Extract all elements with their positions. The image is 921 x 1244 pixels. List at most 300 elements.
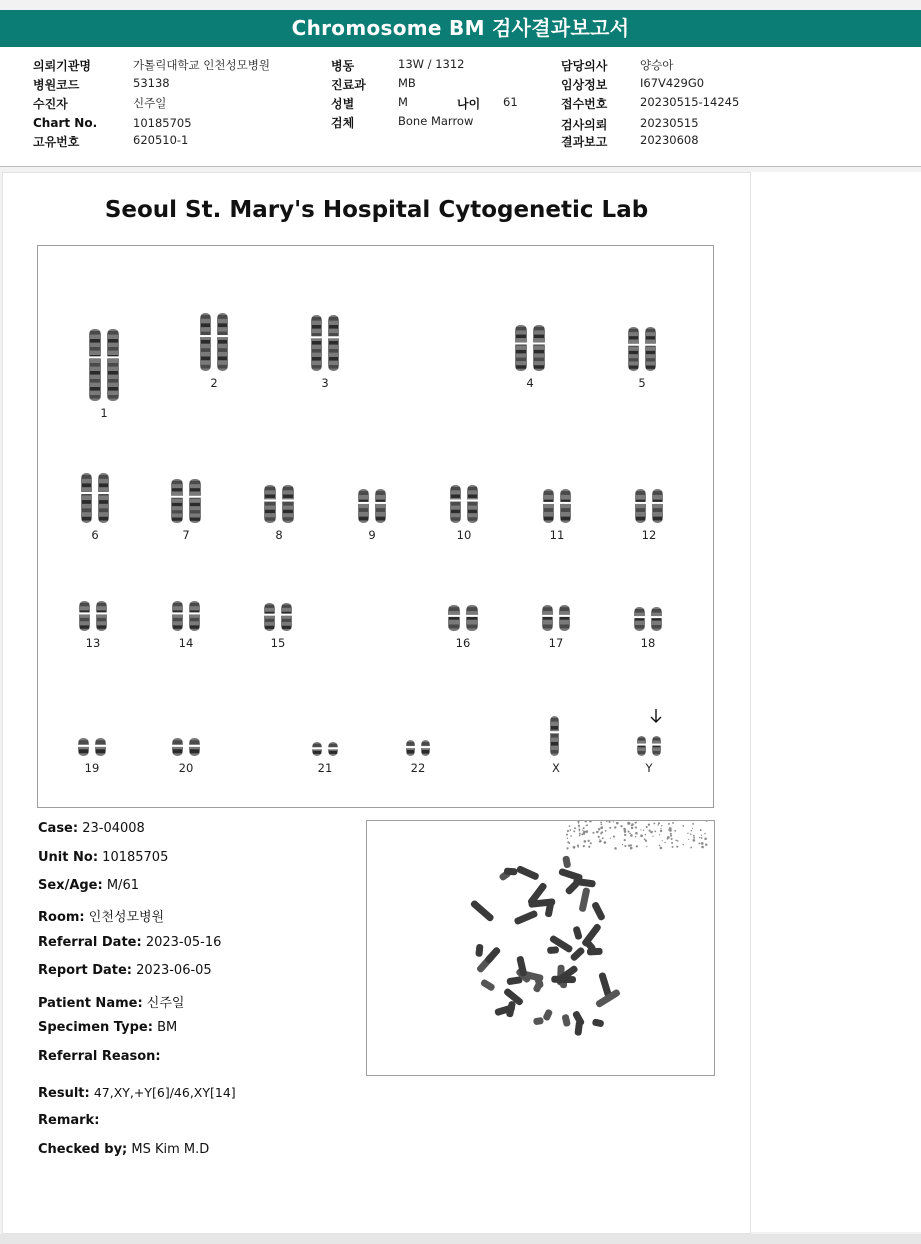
case-value: 23-04008	[82, 821, 145, 836]
background-speckle	[583, 831, 586, 834]
case-line-patient	[38, 992, 184, 1011]
chromosome-pair-4	[513, 323, 547, 373]
chromosome	[651, 736, 662, 756]
checked-value: MS Kim M.D	[131, 1142, 210, 1157]
chromosome-label-10: 10	[456, 528, 472, 542]
chromosome	[542, 489, 555, 523]
background-speckle	[660, 830, 662, 832]
background-speckle	[598, 829, 600, 831]
background-speckle	[658, 822, 660, 824]
background-speckle	[627, 822, 630, 825]
chromosome	[636, 736, 647, 756]
background-speckle	[671, 838, 673, 840]
background-speckle	[590, 842, 592, 844]
background-speckle	[589, 821, 592, 822]
background-speckle	[636, 845, 638, 847]
info-value: MB	[398, 76, 416, 90]
case-line-remark	[38, 1113, 99, 1128]
info-label: 수진자	[33, 97, 68, 111]
background-speckle	[601, 831, 603, 833]
background-speckle	[649, 830, 651, 832]
background-speckle	[578, 822, 579, 823]
info-value: 20230515	[640, 116, 699, 130]
specimen-label: Specimen Type:	[38, 1020, 153, 1035]
chromosome	[95, 601, 108, 631]
background-speckle	[675, 840, 677, 842]
chromosome-label-11: 11	[549, 528, 565, 542]
background-speckle	[682, 825, 684, 827]
chromosome	[327, 315, 340, 371]
background-speckle	[653, 822, 655, 824]
background-speckle	[631, 824, 633, 826]
background-speckle	[600, 822, 602, 824]
background-speckle	[668, 829, 669, 830]
chromosome	[633, 607, 646, 631]
info-label: 성별	[331, 97, 355, 111]
background-speckle	[640, 834, 643, 837]
metaphase-chromosome	[516, 865, 540, 881]
info-row-specimen	[331, 114, 551, 132]
chromosome-label-7: 7	[182, 528, 190, 542]
info-label: Chart No.	[33, 116, 98, 130]
chromosome	[199, 313, 212, 371]
metaphase-chromosome	[504, 868, 518, 876]
background-speckle	[701, 837, 703, 839]
chromosome-pair-x	[548, 714, 565, 758]
background-speckle	[677, 840, 679, 842]
sexage-label: Sex/Age:	[38, 878, 103, 893]
background-speckle	[628, 831, 630, 833]
background-speckle	[701, 842, 704, 845]
chromosome	[171, 601, 184, 631]
background-speckle	[569, 825, 571, 827]
background-speckle	[579, 834, 580, 835]
background-speckle	[614, 826, 616, 828]
background-speckle	[605, 830, 607, 832]
background-speckle	[586, 824, 588, 826]
patient-value: 신주일	[146, 996, 185, 1011]
background-speckle	[578, 829, 580, 831]
chromosome	[644, 327, 657, 371]
metaphase-chromosome	[513, 910, 538, 926]
metaphase-chromosomes	[367, 821, 714, 1075]
referral-date-value: 2023-05-16	[145, 935, 222, 950]
metaphase-chromosome	[542, 1008, 553, 1021]
background-speckle	[602, 837, 604, 839]
background-speckle	[609, 827, 611, 829]
chromosome	[97, 473, 110, 523]
background-speckle	[646, 826, 648, 828]
background-speckle	[635, 826, 637, 828]
chromosome-label-5: 5	[638, 376, 646, 390]
metaphase-chromosome	[592, 1018, 605, 1027]
chromosome-label-19: 19	[84, 761, 100, 775]
info-label: 병동	[331, 59, 355, 73]
metaphase-chromosome	[558, 868, 583, 882]
background-speckle	[573, 846, 576, 849]
info-label: 접수번호	[561, 97, 608, 111]
reason-label: Referral Reason:	[38, 1049, 161, 1064]
chromosome-label-1: 1	[100, 406, 108, 420]
background-speckle	[631, 827, 633, 829]
background-speckle	[683, 844, 684, 845]
chromosome	[171, 738, 184, 756]
info-value: Bone Marrow	[398, 114, 474, 128]
background-speckle	[599, 840, 601, 842]
info-label: 검체	[331, 116, 355, 130]
chromosome	[374, 489, 387, 523]
chromosome-pair-15	[262, 601, 294, 633]
karyotype-report-sheet	[2, 172, 751, 1234]
background-speckle	[568, 842, 570, 844]
background-speckle	[669, 829, 672, 832]
chromosome	[449, 485, 462, 523]
chromosome	[327, 742, 339, 756]
chromosome-pair-16	[446, 603, 480, 633]
background-speckle	[705, 839, 706, 840]
background-speckle	[668, 823, 670, 825]
chromosome	[357, 489, 370, 523]
background-speckle	[592, 832, 594, 834]
chromosome	[106, 329, 120, 401]
chromosome	[263, 485, 277, 523]
background-speckle	[629, 832, 631, 834]
case-line-case	[38, 821, 145, 836]
background-speckle	[688, 839, 689, 840]
background-speckle	[620, 825, 622, 827]
background-speckle	[664, 842, 665, 843]
background-speckle	[610, 838, 611, 839]
background-speckle	[608, 821, 610, 823]
background-speckle	[705, 844, 707, 846]
background-speckle	[634, 822, 636, 824]
background-speckle	[577, 846, 579, 848]
info-value: 620510-1	[133, 133, 189, 147]
chromosome	[405, 740, 416, 756]
room-value: 인천성모병원	[88, 910, 165, 925]
background-speckle	[646, 846, 647, 847]
chromosome	[170, 479, 184, 523]
karyotype-frame	[37, 245, 714, 808]
background-speckle	[569, 829, 571, 831]
chromosome-pair-11	[541, 487, 573, 525]
metaphase-chromosome	[572, 926, 582, 941]
background-speckle	[676, 846, 678, 848]
info-row-department	[331, 76, 551, 94]
info-label: 담당의사	[561, 59, 608, 73]
background-speckle	[674, 830, 676, 832]
chromosome	[627, 327, 640, 371]
background-speckle	[604, 841, 607, 844]
background-speckle	[566, 847, 568, 849]
info-value-age: 61	[503, 95, 518, 109]
chromosome-pair-6	[79, 471, 111, 525]
patient-info-panel	[0, 47, 921, 167]
info-row-hospital-code	[33, 76, 323, 94]
background-speckle	[645, 834, 646, 835]
chromosome	[311, 742, 323, 756]
report-date-value: 2023-06-05	[136, 963, 212, 978]
background-speckle	[635, 836, 636, 837]
background-speckle	[672, 822, 674, 824]
background-speckle	[672, 846, 674, 848]
report-date-label: Report Date:	[38, 963, 133, 978]
info-row-institution	[33, 57, 323, 75]
chromosome-label-y: Y	[645, 761, 653, 775]
background-speckle	[670, 835, 672, 837]
background-speckle	[640, 829, 641, 830]
metaphase-chromosome	[574, 1020, 583, 1036]
chromosome	[78, 601, 91, 631]
case-line-room	[38, 906, 164, 925]
background-speckle	[670, 833, 672, 835]
background-speckle	[693, 839, 696, 842]
info-label: 진료과	[331, 78, 366, 92]
unit-label: Unit No:	[38, 850, 99, 865]
page-margin-right	[750, 172, 921, 1232]
background-speckle	[662, 840, 663, 841]
info-row-unique-no	[33, 133, 323, 151]
chromosome	[541, 605, 554, 631]
case-line-checked	[38, 1142, 209, 1157]
report-title: Chromosome BM 검사결과보고서	[291, 16, 630, 40]
metaphase-chromosome	[547, 946, 559, 954]
background-speckle	[613, 836, 615, 838]
metaphase-chromosome	[470, 899, 495, 922]
chromosome-label-17: 17	[548, 636, 564, 650]
chromosome-pair-9	[356, 487, 388, 525]
background-speckle	[585, 830, 588, 833]
chromosome-pair-2	[198, 311, 230, 373]
patient-label: Patient Name:	[38, 996, 143, 1011]
info-row-clinical-info	[561, 76, 761, 94]
background-speckle	[566, 834, 568, 836]
chromosome	[88, 329, 102, 401]
background-speckle	[652, 831, 653, 832]
case-line-report-date	[38, 963, 212, 978]
background-speckle	[581, 833, 583, 835]
background-speckle	[584, 840, 587, 843]
info-label: 병원코드	[33, 78, 80, 92]
background-speckle	[701, 846, 704, 849]
info-row-ward	[331, 57, 551, 75]
background-speckle	[643, 830, 644, 831]
chromosome-pair-1	[87, 327, 121, 403]
chromosome-pair-21	[310, 740, 340, 758]
case-line-result	[38, 1085, 236, 1101]
chromosome-pair-19	[76, 736, 108, 758]
background-speckle	[652, 835, 653, 836]
chromosome	[558, 605, 571, 631]
background-speckle	[614, 847, 617, 850]
chromosome	[514, 325, 528, 371]
chromosome	[280, 603, 293, 631]
chromosome	[281, 485, 295, 523]
info-value: M	[398, 95, 408, 109]
background-speckle	[658, 824, 660, 826]
background-speckle	[585, 821, 587, 823]
background-speckle	[573, 830, 575, 832]
metaphase-chromosome	[579, 887, 591, 912]
background-speckle	[690, 847, 692, 849]
background-speckle	[630, 834, 633, 837]
chromosome-label-22: 22	[410, 761, 426, 775]
page-bottom-strip	[0, 1234, 921, 1244]
background-speckle	[598, 836, 600, 838]
info-row-request-date	[561, 116, 761, 134]
background-speckle	[671, 842, 673, 844]
chromosome	[651, 489, 664, 523]
background-speckle	[700, 829, 702, 831]
info-label: 의뢰기관명	[33, 59, 91, 73]
background-speckle	[624, 845, 626, 847]
result-label: Result:	[38, 1086, 90, 1101]
info-row-receipt-no	[561, 95, 761, 113]
info-value: 10185705	[133, 116, 192, 130]
chromosome-label-13: 13	[85, 636, 101, 650]
background-speckle	[636, 832, 638, 834]
chromosome-label-6: 6	[91, 528, 99, 542]
chromosome-pair-22	[404, 738, 432, 758]
background-speckle	[691, 830, 693, 832]
background-speckle	[692, 823, 694, 825]
metaphase-chromosome	[591, 901, 606, 921]
chromosome	[94, 738, 107, 756]
background-speckle	[616, 822, 619, 825]
info-value: 가톨릭대학교 인천성모병원	[133, 58, 270, 72]
chromosome-label-18: 18	[640, 636, 656, 650]
metaphase-chromosome	[562, 855, 571, 868]
info-value: I67V429G0	[640, 76, 705, 90]
chromosome-label-2: 2	[210, 376, 218, 390]
chromosome-label-21: 21	[317, 761, 333, 775]
background-speckle	[624, 831, 626, 833]
background-speckle	[624, 839, 626, 841]
chromosome	[77, 738, 90, 756]
chromosome-pair-3	[309, 313, 341, 373]
chromosome	[650, 607, 663, 631]
chromosome	[188, 601, 201, 631]
chromosome	[188, 738, 201, 756]
info-row-report-date	[561, 133, 761, 151]
info-label: 고유번호	[33, 135, 80, 149]
metaphase-chromosome	[475, 944, 483, 957]
info-label: 결과보고	[561, 135, 608, 149]
background-speckle	[645, 840, 647, 842]
case-line-specimen	[38, 1020, 177, 1035]
case-line-referral-date	[38, 935, 221, 950]
chromosome-pair-y	[635, 734, 663, 758]
chromosome	[188, 479, 202, 523]
background-speckle	[624, 834, 626, 836]
chromosome-label-4: 4	[526, 376, 534, 390]
chromosome-pair-18	[632, 605, 664, 633]
background-speckle	[660, 847, 663, 850]
lab-title: Seoul St. Mary's Hospital Cytogenetic Lab	[104, 197, 649, 223]
info-value: 53138	[133, 76, 170, 90]
chromosome	[80, 473, 93, 523]
background-speckle	[648, 824, 650, 826]
info-value: 양승아	[640, 58, 674, 72]
info-row-doctor	[561, 57, 761, 75]
background-speckle	[699, 837, 700, 838]
background-speckle	[583, 845, 585, 847]
background-speckle	[667, 836, 670, 839]
chromosome	[559, 489, 572, 523]
background-speckle	[699, 843, 701, 845]
info-value: 20230608	[640, 133, 699, 147]
case-line-sexage	[38, 878, 139, 893]
background-speckle	[579, 830, 580, 831]
chromosome-pair-17	[540, 603, 572, 633]
case-line-reason	[38, 1049, 161, 1064]
background-speckle	[660, 828, 661, 829]
background-speckle	[598, 831, 599, 832]
background-speckle	[631, 845, 632, 846]
background-speckle	[567, 838, 568, 839]
metaphase-chromosome	[484, 946, 502, 964]
background-speckle	[690, 833, 692, 835]
info-value: 13W / 1312	[398, 57, 465, 71]
referral-date-label: Referral Date:	[38, 935, 142, 950]
chromosome-pair-20	[170, 736, 202, 758]
background-speckle	[574, 827, 576, 829]
background-speckle	[622, 844, 623, 845]
chromosome-label-9: 9	[368, 528, 376, 542]
background-speckle	[628, 845, 630, 847]
room-label: Room:	[38, 910, 85, 925]
background-speckle	[613, 821, 614, 822]
info-label: 임상정보	[561, 78, 608, 92]
background-speckle	[692, 828, 693, 829]
info-row-patient	[33, 95, 323, 113]
chromosome-label-x: X	[552, 761, 560, 775]
chromosome	[532, 325, 546, 371]
info-label: 검사의뢰	[561, 118, 608, 132]
background-speckle	[600, 824, 602, 826]
chromosome	[420, 740, 431, 756]
background-speckle	[600, 826, 603, 829]
chromosome	[466, 485, 479, 523]
background-speckle	[659, 834, 660, 835]
result-value: 47,XY,+Y[6]/46,XY[14]	[93, 1085, 236, 1100]
background-speckle	[704, 833, 706, 835]
chromosome	[549, 716, 560, 756]
chromosome-pair-7	[169, 477, 203, 525]
chromosome	[447, 605, 461, 631]
chromosome	[263, 603, 276, 631]
chromosome-pair-8	[262, 483, 296, 525]
background-speckle	[567, 830, 569, 832]
info-label-age: 나이	[457, 97, 481, 111]
metaphase-chromosome	[533, 1017, 544, 1026]
background-speckle	[583, 827, 585, 829]
chromosome-label-16: 16	[455, 636, 471, 650]
chromosome-pair-13	[77, 599, 109, 633]
down-arrow-icon	[649, 708, 663, 724]
chromosome-label-12: 12	[641, 528, 657, 542]
info-row-chart-no	[33, 116, 323, 134]
background-speckle	[687, 833, 688, 834]
chromosome	[216, 313, 229, 371]
metaphase-chromosome	[480, 978, 496, 992]
chromosome-pair-14	[170, 599, 202, 633]
background-speckle	[701, 835, 702, 836]
background-speckle	[588, 846, 590, 848]
background-speckle	[630, 847, 633, 850]
chromosome-label-3: 3	[321, 376, 329, 390]
metaphase-chromosome	[551, 976, 576, 983]
